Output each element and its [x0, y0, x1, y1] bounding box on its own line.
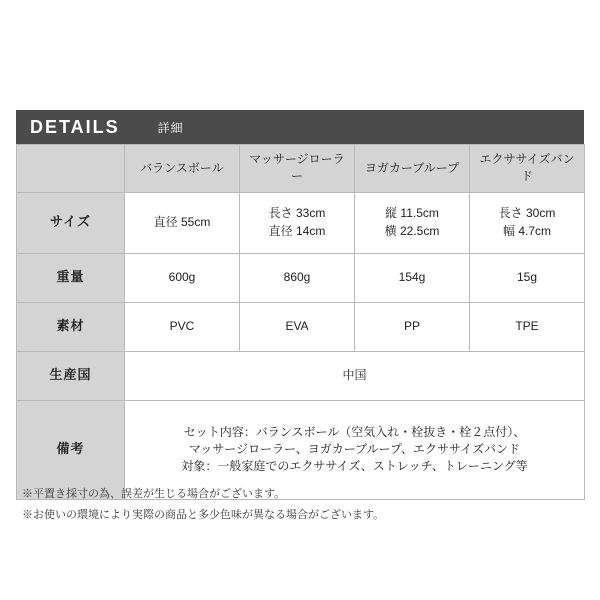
cell-size-exercise-band: 長さ 30cm 幅 4.7cm: [470, 192, 585, 253]
table-row: [17, 192, 585, 253]
table-row: [17, 302, 585, 351]
footnotes: [22, 484, 384, 526]
notes-line: マッサージローラー、ヨガカーブループ、エクササイズバンド: [188, 442, 521, 457]
specification-table: [16, 144, 585, 500]
row-label-size: サイズ: [17, 192, 125, 253]
cell-size-balance-ball: 直径 55cm: [125, 192, 240, 253]
cell-size-massage-roller: 長さ 33cm 直径 14cm: [240, 192, 355, 253]
cell-weight-massage-roller: 860g: [240, 253, 355, 302]
cell-material-balance-ball: PVC: [125, 302, 240, 351]
cell-material-exercise-band: TPE: [470, 302, 585, 351]
notes-line: 対象：一般家庭でのエクササイズ、ストレッチ、トレーニング等: [181, 459, 528, 474]
specification-block: [16, 110, 584, 500]
cell-material-yoga-curve-loop: PP: [355, 302, 470, 351]
column-header-yoga-curve-loop: ヨガカーブループ: [355, 145, 470, 193]
column-header-exercise-band: エクササイズバンド: [470, 145, 585, 193]
table-row: [17, 351, 585, 400]
row-label-weight: 重量: [17, 253, 125, 302]
cell-origin-value: 中国: [125, 351, 585, 400]
details-header-subtitle: 詳細: [157, 120, 184, 135]
row-label-material: 素材: [17, 302, 125, 351]
cell-material-massage-roller: EVA: [240, 302, 355, 351]
footnote-color: ※お使いの環境により実際の商品と多少色味が異なる場合がございます。: [22, 508, 385, 521]
table-row: [17, 253, 585, 302]
details-header-title: DETAILS: [30, 116, 120, 137]
cell-weight-yoga-curve-loop: 154g: [355, 253, 470, 302]
cell-size-yoga-curve-loop: 縦 11.5cm 横 22.5cm: [355, 192, 470, 253]
table-corner-cell: [17, 145, 125, 193]
notes-line: セット内容：バランスボール（空気入れ・栓抜き・栓２点付）、: [183, 424, 526, 439]
cell-weight-balance-ball: 600g: [125, 253, 240, 302]
row-label-notes: 備考: [17, 400, 125, 499]
footnote-measurement: ※平置き採寸の為、誤差が生じる場合がございます。: [22, 488, 286, 500]
column-header-balance-ball: バランスボール: [125, 145, 240, 193]
row-label-origin: 生産国: [17, 351, 125, 400]
column-header-massage-roller: マッサージローラー: [240, 145, 355, 193]
table-header-row: [17, 145, 585, 193]
cell-weight-exercise-band: 15g: [470, 253, 585, 302]
details-header-bar: [16, 110, 584, 144]
